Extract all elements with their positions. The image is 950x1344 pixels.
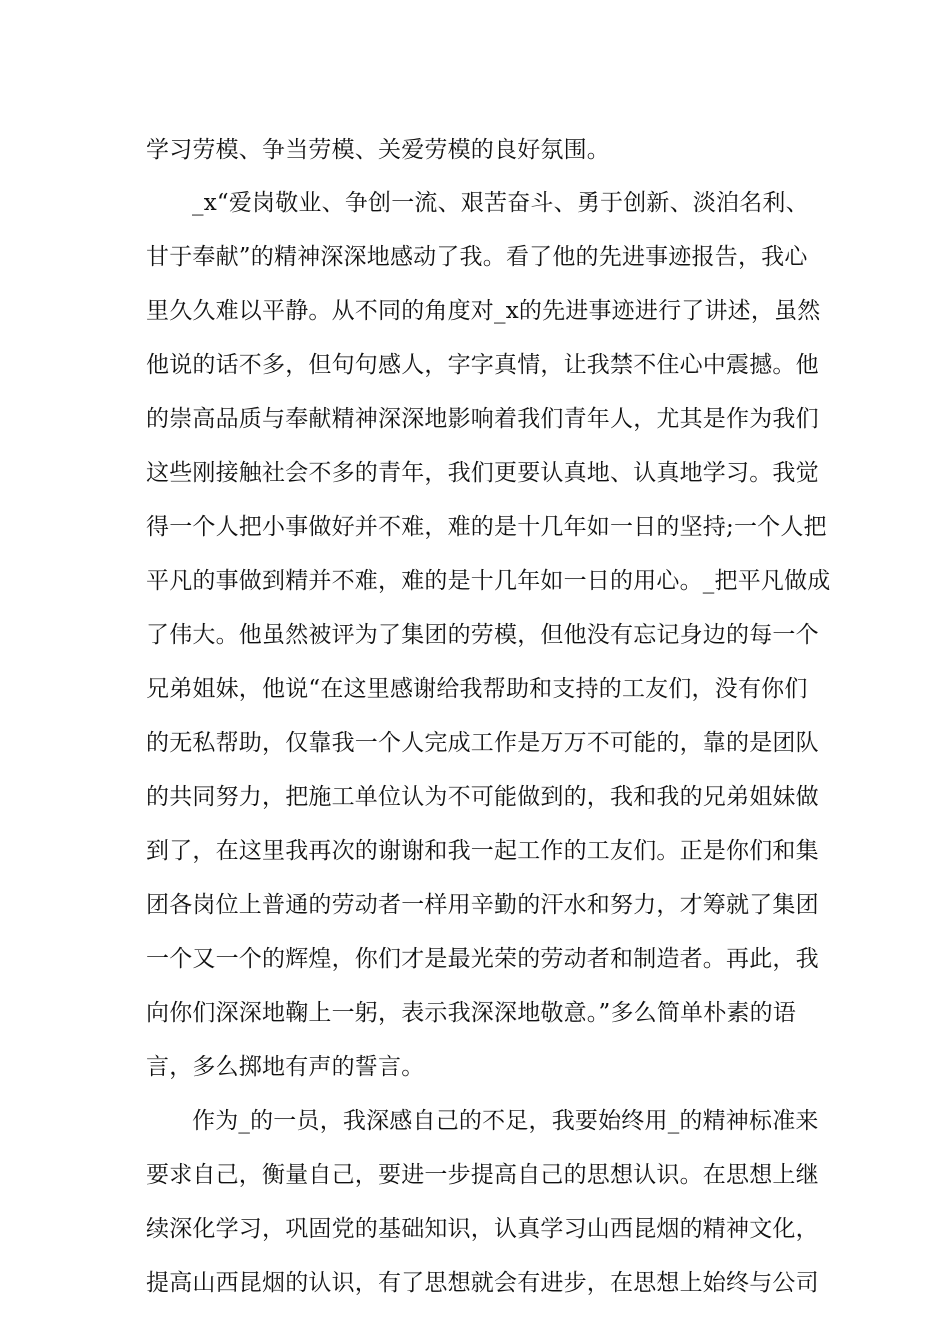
text-line: 兄弟姐妹，他说“在这里感谢给我帮助和支持的工友们，没有你们 — [146, 676, 808, 702]
text-line: 要求自己，衡量自己，要进一步提高自己的思想认识。在思想上继 — [146, 1162, 819, 1188]
text-line: 言，多么掷地有声的誓言。 — [146, 1054, 425, 1080]
text-line: 续深化学习，巩固党的基础知识，认真学习山西昆烟的精神文化， — [146, 1216, 819, 1242]
text-line: 提高山西昆烟的认识，有了思想就会有进步，在思想上始终与公司 — [146, 1270, 819, 1296]
text-line: 这些刚接触社会不多的青年，我们更要认真地、认真地学习。我觉 — [146, 460, 819, 486]
text-line: 的共同努力，把施工单位认为不可能做到的，我和我的兄弟姐妹做 — [146, 784, 819, 810]
text-line: 学习劳模、争当劳模、关爱劳模的良好氛围。 — [146, 137, 610, 163]
text-line: 向你们深深地鞠上一躬，表示我深深地敬意。”多么简单朴素的语 — [146, 1000, 797, 1026]
text-line: 团各岗位上普通的劳动者一样用辛勤的汗水和努力，才筹就了集团 — [146, 892, 819, 918]
text-line: 一个又一个的辉煌，你们才是最光荣的劳动者和制造者。再此，我 — [146, 946, 819, 972]
text-line: 得一个人把小事做好并不难，难的是十几年如一日的坚持;一个人把 — [146, 514, 827, 540]
text-line: 他说的话不多，但句句感人，字字真情，让我禁不住心中震撼。他 — [146, 352, 819, 378]
paragraph-start-line: _x“爱岗敬业、争创一流、艰苦奋斗、勇于创新、淡泊名利、 — [192, 190, 809, 216]
text-line: 平凡的事做到精并不难，难的是十几年如一日的用心。_把平凡做成 — [146, 568, 831, 594]
paragraph-start-line: 作为_的一员，我深感自己的不足，我要始终用_的精神标准来 — [192, 1108, 819, 1134]
text-line: 的崇高品质与奉献精神深深地影响着我们青年人，尤其是作为我们 — [146, 406, 819, 432]
text-line: 到了，在这里我再次的谢谢和我一起工作的工友们。正是你们和集 — [146, 838, 819, 864]
text-line: 了伟大。他虽然被评为了集团的劳模，但他没有忘记身边的每一个 — [146, 622, 819, 648]
text-line: 的无私帮助，仅靠我一个人完成工作是万万不可能的，靠的是团队 — [146, 730, 819, 756]
text-line: 里久久难以平静。从不同的角度对_x的先进事迹进行了讲述，虽然 — [146, 298, 821, 324]
text-line: 甘于奉献”的精神深深地感动了我。看了他的先进事迹报告，我心 — [146, 244, 808, 270]
